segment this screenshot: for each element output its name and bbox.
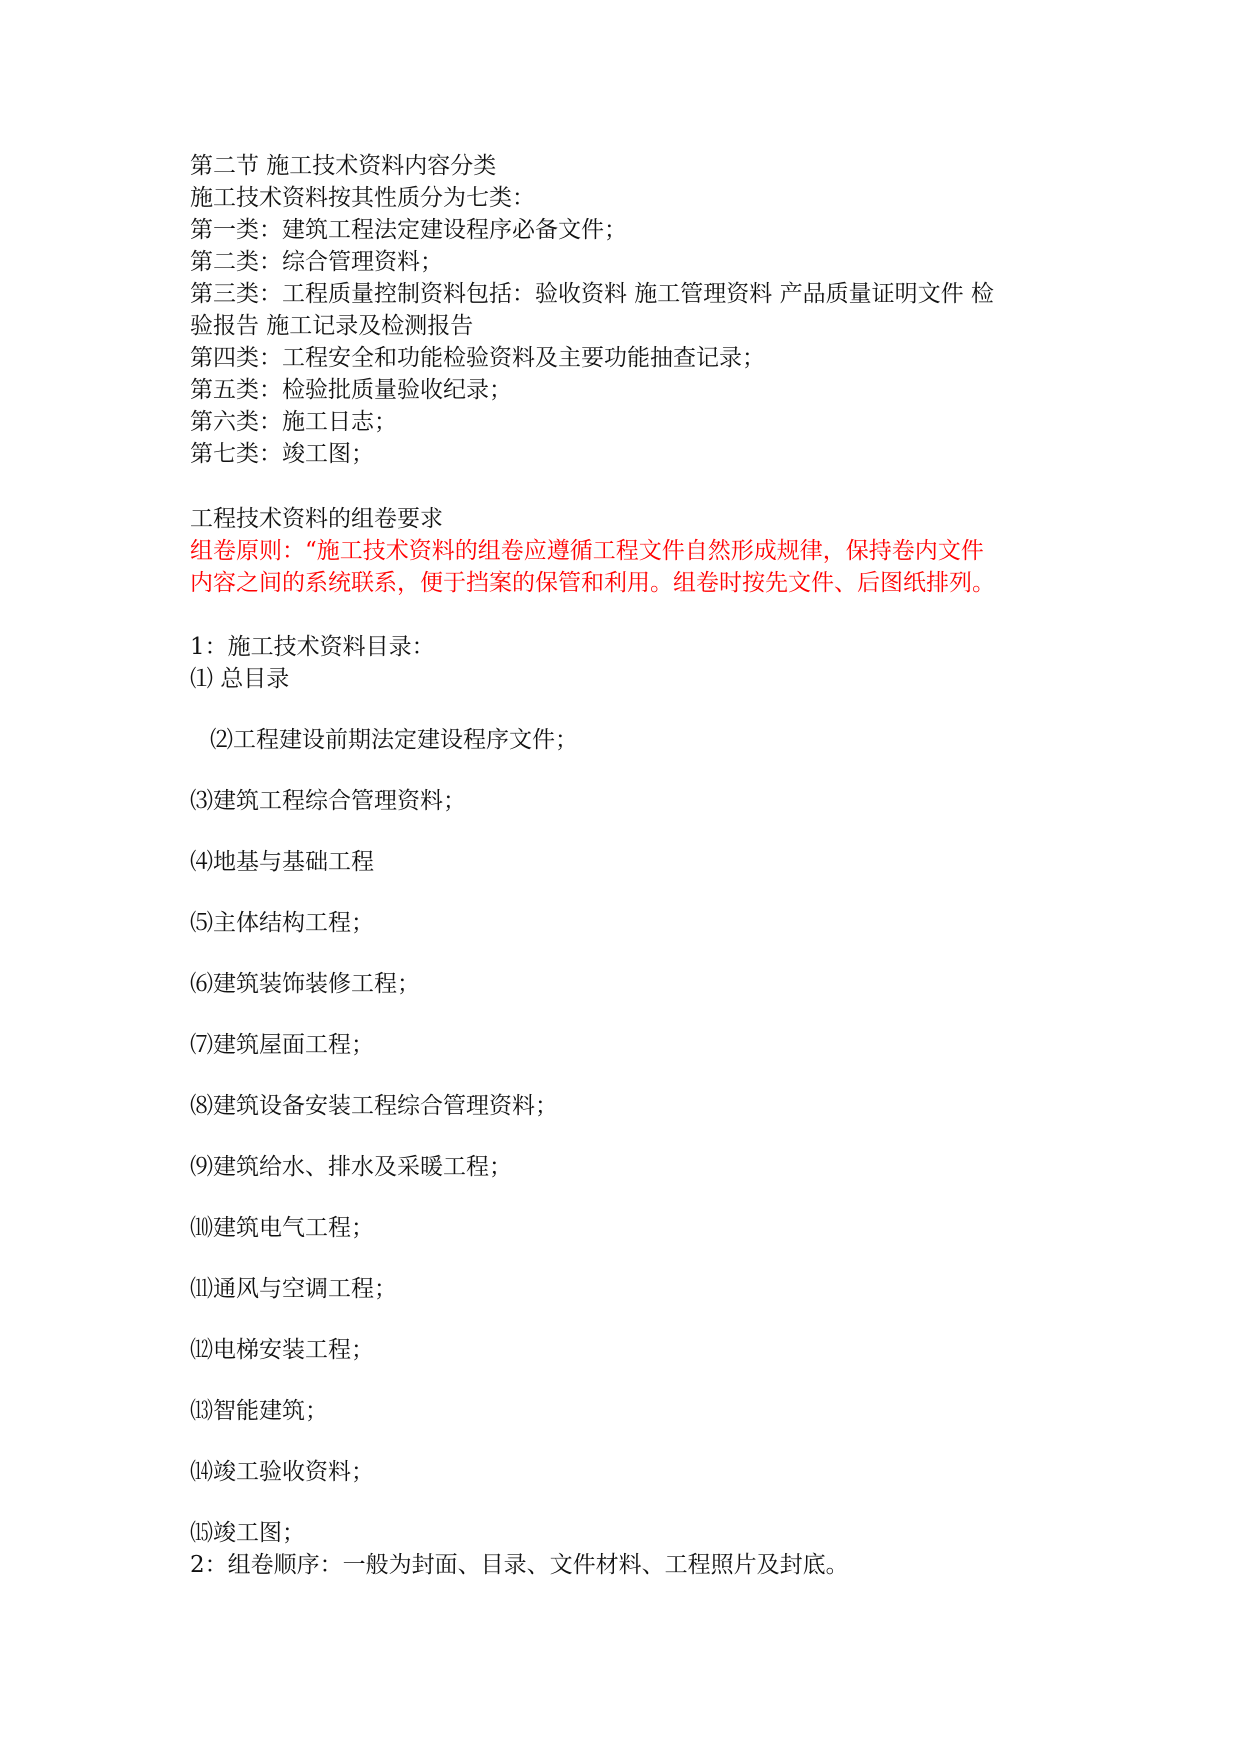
category-line: 第六类：施工日志； [190, 409, 397, 435]
catalog-item: ⒂竣工图； [190, 1520, 305, 1546]
category-line: 第二类：综合管理资料； [190, 249, 443, 275]
catalog-item: ⑷地基与基础工程 [190, 849, 374, 875]
catalog-item: ⑶建筑工程综合管理资料； [190, 788, 466, 814]
catalog-item: ⑽建筑电气工程； [190, 1215, 374, 1241]
catalog-item: ⒁竣工验收资料； [190, 1459, 374, 1485]
catalog-item: ⑿电梯安装工程； [190, 1337, 374, 1363]
category-line: 第五类：检验批质量验收纪录； [190, 377, 512, 403]
catalog-item: ⑵工程建设前期法定建设程序文件； [210, 727, 578, 753]
catalog-item: ⑹建筑装饰装修工程； [190, 971, 420, 997]
catalog-item: ⑼建筑给水、排水及采暖工程； [190, 1154, 512, 1180]
category-line: 第四类：工程安全和功能检验资料及主要功能抽查记录； [190, 345, 765, 371]
section-heading: 第二节 施工技术资料内容分类 [190, 153, 497, 179]
catalog-item: ⑾通风与空调工程； [190, 1276, 397, 1302]
classification-intro: 施工技术资料按其性质分为七类： [190, 185, 535, 211]
catalog-item: ⑺建筑屋面工程； [190, 1032, 374, 1058]
principle-line: 组卷原则：“施工技术资料的组卷应遵循工程文件自然形成规律，保持卷内文件 [190, 538, 984, 564]
category-line: 验报告 施工记录及检测报告 [190, 313, 474, 339]
catalog-heading: 1：施工技术资料目录： [190, 634, 435, 660]
catalog-item: ⑻建筑设备安装工程综合管理资料； [190, 1093, 558, 1119]
category-line: 第七类：竣工图； [190, 441, 374, 467]
category-line: 第三类：工程质量控制资料包括：验收资料 施工管理资料 产品质量证明文件 检 [190, 281, 994, 307]
catalog-item: ⒀智能建筑； [190, 1398, 328, 1424]
assembly-heading: 工程技术资料的组卷要求 [190, 506, 443, 532]
principle-line: 内容之间的系统联系，便于挡案的保管和利用。组卷时按先文件、后图纸排列。 [190, 570, 995, 596]
category-line: 第一类：建筑工程法定建设程序必备文件； [190, 217, 627, 243]
catalog-item: ⑴ 总目录 [190, 666, 290, 692]
order-line: 2：组卷顺序：一般为封面、目录、文件材料、工程照片及封底。 [190, 1552, 849, 1578]
catalog-item: ⑸主体结构工程； [190, 910, 374, 936]
